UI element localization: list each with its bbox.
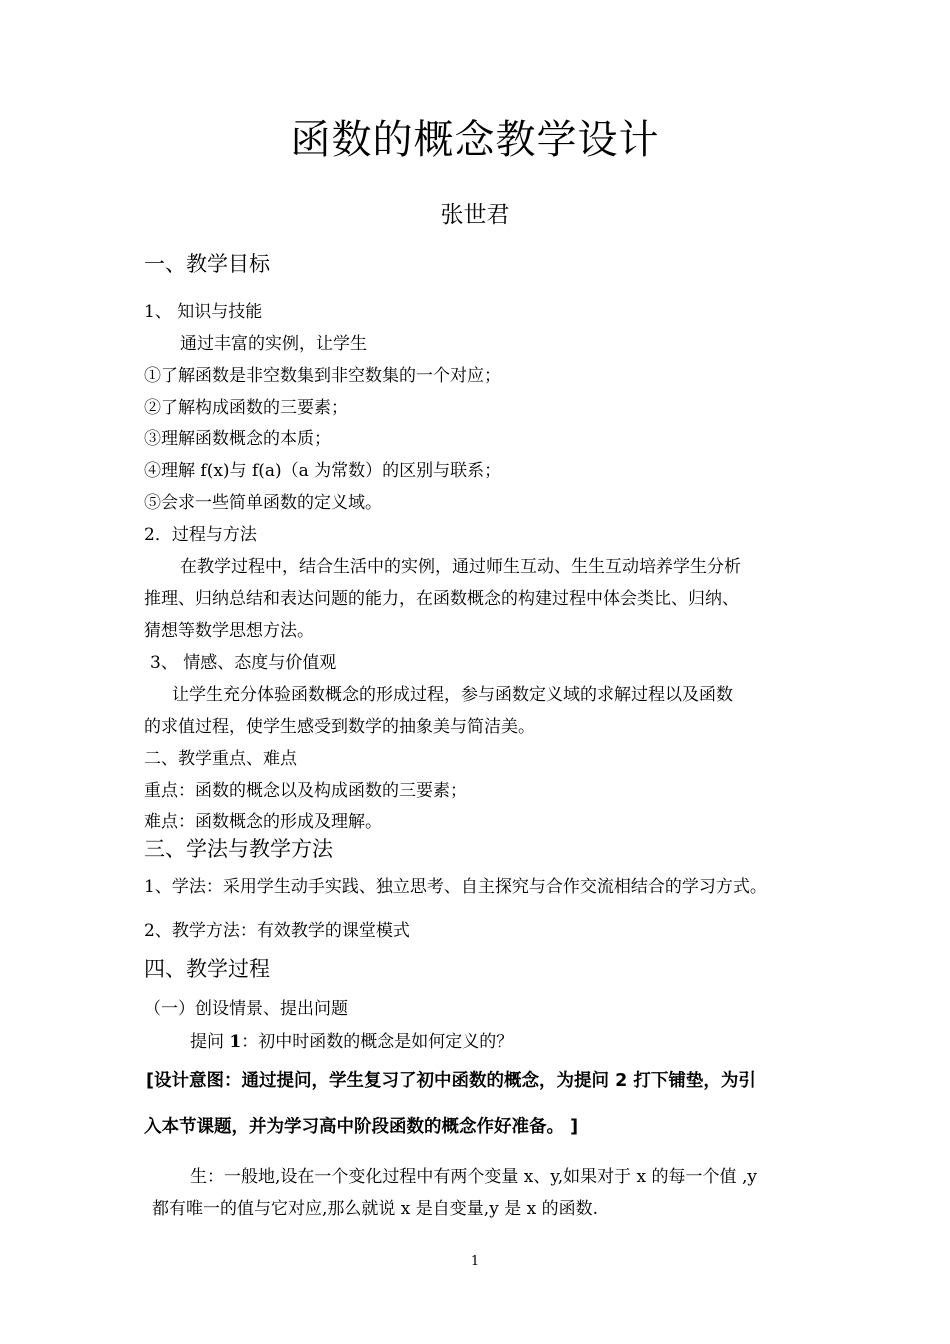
subsection-heading: 3、 情感、态度与价值观 [150,653,337,673]
paragraph-line: 的求值过程，使学生感受到数学的抽象美与简洁美。 [144,717,535,737]
page-number: 1 [470,1254,480,1269]
list-item: ③理解函数概念的本质； [144,429,331,449]
section-heading-3: 三、学法与教学方法 [144,837,333,861]
document-title: 函数的概念教学设计 [290,117,660,163]
subsection-heading: 1、 知识与技能 [144,302,263,322]
subsection-heading: （一）创设情景、提出问题 [144,999,348,1019]
paragraph-line: 猜想等数学思想方法。 [144,621,314,641]
subsection-heading: 2．过程与方法 [144,525,257,545]
paragraph-line: 1、学法：采用学生动手实践、独立思考、自主探究与合作交流相结合的学习方式。 [144,877,767,897]
design-intent-line: [设计意图：通过提问，学生复习了初中函数的概念，为提问 2 打下铺垫，为引 [146,1071,756,1091]
design-intent-line: 入本节课题，并为学习高中阶段函数的概念作好准备。 ] [144,1117,579,1137]
paragraph-line: 在教学过程中，结合生活中的实例，通过师生互动、生生互动培养学生分析 [180,557,741,577]
question-text: ：初中时函数的概念是如何定义的？ [241,1032,514,1052]
student-answer-line: 都有唯一的值与它对应,那么就说 x 是自变量,y 是 x 的函数. [152,1199,599,1219]
question-prefix: 提问 [190,1032,230,1052]
paragraph-line: 2、教学方法：有效教学的课堂模式 [144,921,410,941]
list-item: ②了解构成函数的三要素； [144,398,348,418]
section-heading-2: 二、教学重点、难点 [144,749,297,769]
section-heading-4: 四、教学过程 [144,957,270,981]
section-heading-1: 一、教学目标 [144,252,270,276]
paragraph-line: 让学生充分体验函数概念的形成过程，参与函数定义域的求解过程以及函数 [172,685,733,705]
paragraph-line: 重点：函数的概念以及构成函数的三要素； [144,781,467,801]
student-answer-line: 生：一般地,设在一个变化过程中有两个变量 x、y,如果对于 x 的每一个值 ,y [190,1167,757,1187]
list-item: ①了解函数是非空数集到非空数集的一个对应； [144,366,501,386]
paragraph-line: 难点：函数概念的形成及理解。 [144,812,382,832]
question-line [190,1027,513,1052]
paragraph-line: 通过丰富的实例，让学生 [180,334,367,354]
list-item: ④理解 f(x)与 f(a)（a 为常数）的区别与联系； [144,461,502,481]
list-item: ⑤会求一些简单函数的定义域。 [144,493,382,513]
paragraph-line: 推理、归纳总结和表达问题的能力，在函数概念的构建过程中体会类比、归纳、 [144,589,739,609]
question-number: 1 [229,1032,242,1052]
document-author: 张世君 [440,202,510,228]
